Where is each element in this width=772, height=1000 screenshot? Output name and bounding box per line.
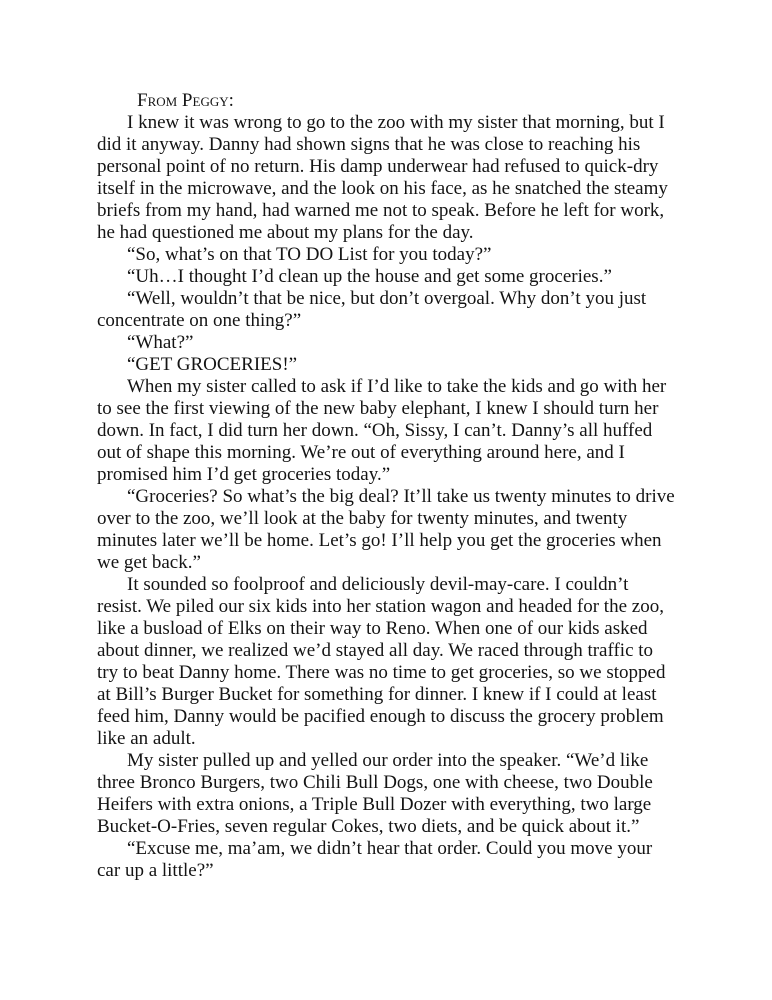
paragraph: My sister pulled up and yelled our order into the speaker. “We’d like three Bronco Burgers, two Chili Bull Dogs, one with cheese, two Double Heifers with extra onions, a Triple Bull Dozer with everything, two large Bucket-O-Fries, seven regular Cokes, two diets, and be quick about it.” — [97, 750, 653, 837]
paragraph: I knew it was wrong to go to the zoo with my sister that morning, but I did it anyway. Danny had shown signs that he was close to reaching his personal point of no return. His damp underwear had refused to quick-dry itself in the microwave, and the look on his face, as he snatched the steamy briefs from my hand, had warned me not to speak. Before he left for work, he had questioned me about my plans for the day. — [97, 112, 668, 243]
paragraph: “Well, wouldn’t that be nice, but don’t overgoal. Why don’t you just concentrate on one thing?” — [97, 288, 647, 331]
paragraph: When my sister called to ask if I’d like to take the kids and go with her to see the first viewing of the new baby elephant, I knew I should turn her down. In fact, I did turn her down. “Oh, Sissy, I can’t. Danny’s all huffed out of shape this morning. We’re out of everything around here, and I promised him I’d get groceries today.” — [97, 376, 667, 485]
paragraph: “GET GROCERIES!” — [127, 354, 298, 375]
paragraph: “Groceries? So what’s the big deal? It’ll take us twenty minutes to drive over to the zoo, we’ll look at the baby for twenty minutes, and twenty minutes later we’ll be home. Let’s go! I’ll help you get the groceries when we get back.” — [97, 486, 675, 573]
paragraph: It sounded so foolproof and deliciously devil-may-care. I couldn’t resist. We piled our six kids into her station wagon and headed for the zoo, like a busload of Elks on their way to Reno. When one of our kids asked about dinner, we realized we’d stayed all day. We raced through traffic to try to beat Danny home. There was no time to get groceries, so we stopped at Bill’s Burger Bucket for something for dinner. I knew if I could at least feed him, Danny would be pacified enough to discuss the grocery problem like an adult. — [97, 574, 666, 749]
document-page — [97, 90, 677, 882]
paragraph: “What?” — [127, 332, 194, 353]
paragraph: “Excuse me, ma’am, we didn’t hear that order. Could you move your car up a little?” — [97, 838, 653, 881]
paragraph: “So, what’s on that TO DO List for you today?” — [127, 244, 492, 265]
section-heading: From Peggy: — [137, 90, 234, 111]
paragraph: “Uh…I thought I’d clean up the house and get some groceries.” — [127, 266, 612, 287]
